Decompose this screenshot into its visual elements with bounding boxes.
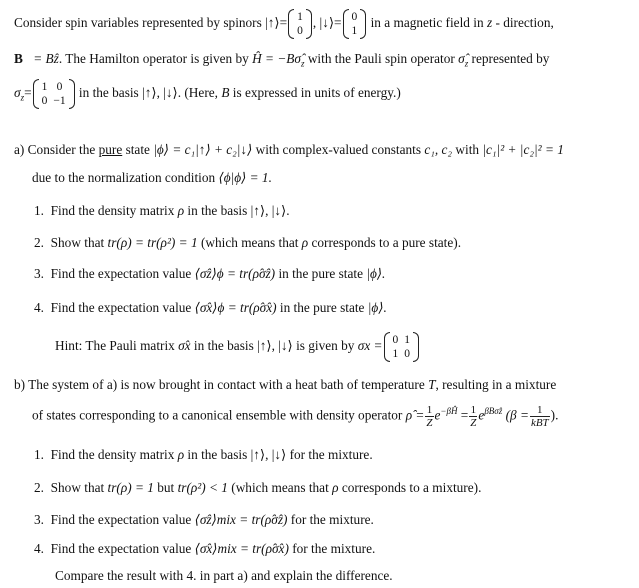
part-b-item-3: 3. Find the expectation value ⟨σ̂z⟩mix = tr(ρ̂σ̂z) for the mixture. [34, 512, 374, 527]
ket-down: |↓⟩= [319, 15, 342, 31]
part-a-item-3: 3. Find the expectation value ⟨σ̂z⟩ϕ = tr(ρ̂σ̂z) in the pure state |ϕ⟩. [34, 266, 386, 281]
part-a-label: a) [14, 142, 25, 157]
compare-line: Compare the result with 4. in part a) and explain the difference. [55, 568, 393, 583]
part-b-item-1: 1. Find the density matrix ρ in the basis |↑⟩, |↓⟩ for the mixture. [34, 447, 373, 462]
part-a-item-2: 2. Show that tr(ρ) = tr(ρ²) = 1 (which means that ρ corresponds to a pure state). [34, 235, 462, 250]
intro-line-1: Consider spin variables represented by spinors |↑⟩= 1 0 , |↓⟩= 0 1 in a magnetic field in z - direction, [14, 11, 554, 37]
part-a-item-1: 1. Find the density matrix ρ in the basis |↑⟩, |↓⟩. [34, 203, 290, 218]
matrix-sigma-x: 0 1 1 0 [384, 333, 420, 361]
intro-text: Consider spin variables represented by spinors [14, 15, 262, 31]
pure-emphasis: pure [98, 142, 123, 157]
basis: |↑⟩, |↓⟩ [142, 85, 178, 101]
hint-line: Hint: The Pauli matrix σ̂x in the basis |↑⟩, |↓⟩ is given by σx = 0 1 1 0 [55, 333, 420, 361]
part-a-line-2: due to the normalization condition ⟨ϕ|ϕ⟩ = 1. [32, 170, 272, 185]
b-vector: B⃗ [14, 51, 34, 66]
intro-line-3: $\sigma_z=$ 1 0 0 −1 in the basis |↑⟩, |↓⟩. (Here, B is expressed in units of energy.) [14, 81, 401, 107]
part-b-line-2: of states corresponding to a canonical ensemble with density operator ρ̂ = $\frac{1}{Z}$ $e^{-\beta Ĥ}$ = $\frac{1}{Z}$ $e^{\beta B\sigmâz}$ (β = $\frac{1}{\text{kBT}}$ ). [32, 404, 559, 429]
part-b-line-1: b) The system of a) is now brought in contact with a heat bath of temperature T, resulting in a mixture [14, 377, 557, 392]
hamiltonian: Ĥ = −Bσ̂ [252, 51, 301, 66]
ket-up: |↑⟩= [265, 15, 288, 31]
part-b-item-4: 4. Find the expectation value ⟨σ̂x⟩mix = tr(ρ̂σ̂x) for the mixture. [34, 541, 376, 556]
part-b-label: b) [14, 377, 26, 392]
matrix-up: 1 0 [288, 10, 312, 38]
matrix-down: 0 1 [343, 10, 367, 38]
matrix-sigma-z: 1 0 0 −1 [33, 80, 75, 108]
part-a-line-1: a) Consider the pure state |ϕ⟩ = c₁|↑⟩ + c₂|↓⟩ with complex-valued constants c₁, c₂ with |c₁|² + |c₂|² = 1 [14, 142, 564, 157]
part-a-item-4: 4. Find the expectation value ⟨σ̂x⟩ϕ = tr(ρ̂σ̂x) in the pure state |ϕ⟩. [34, 300, 387, 315]
state-phi: |ϕ⟩ = c₁|↑⟩ + c₂|↓⟩ [153, 142, 253, 157]
part-b-item-2: 2. Show that tr(ρ) = 1 but tr(ρ²) < 1 (which means that ρ corresponds to a mixture). [34, 480, 482, 495]
intro-line-2: B⃗= Bẑ. The Hamilton operator is given by Ĥ = $-B\sigmâ_z$ with the Pauli spin operator $\sigmâ_z$ represented by [14, 51, 550, 69]
